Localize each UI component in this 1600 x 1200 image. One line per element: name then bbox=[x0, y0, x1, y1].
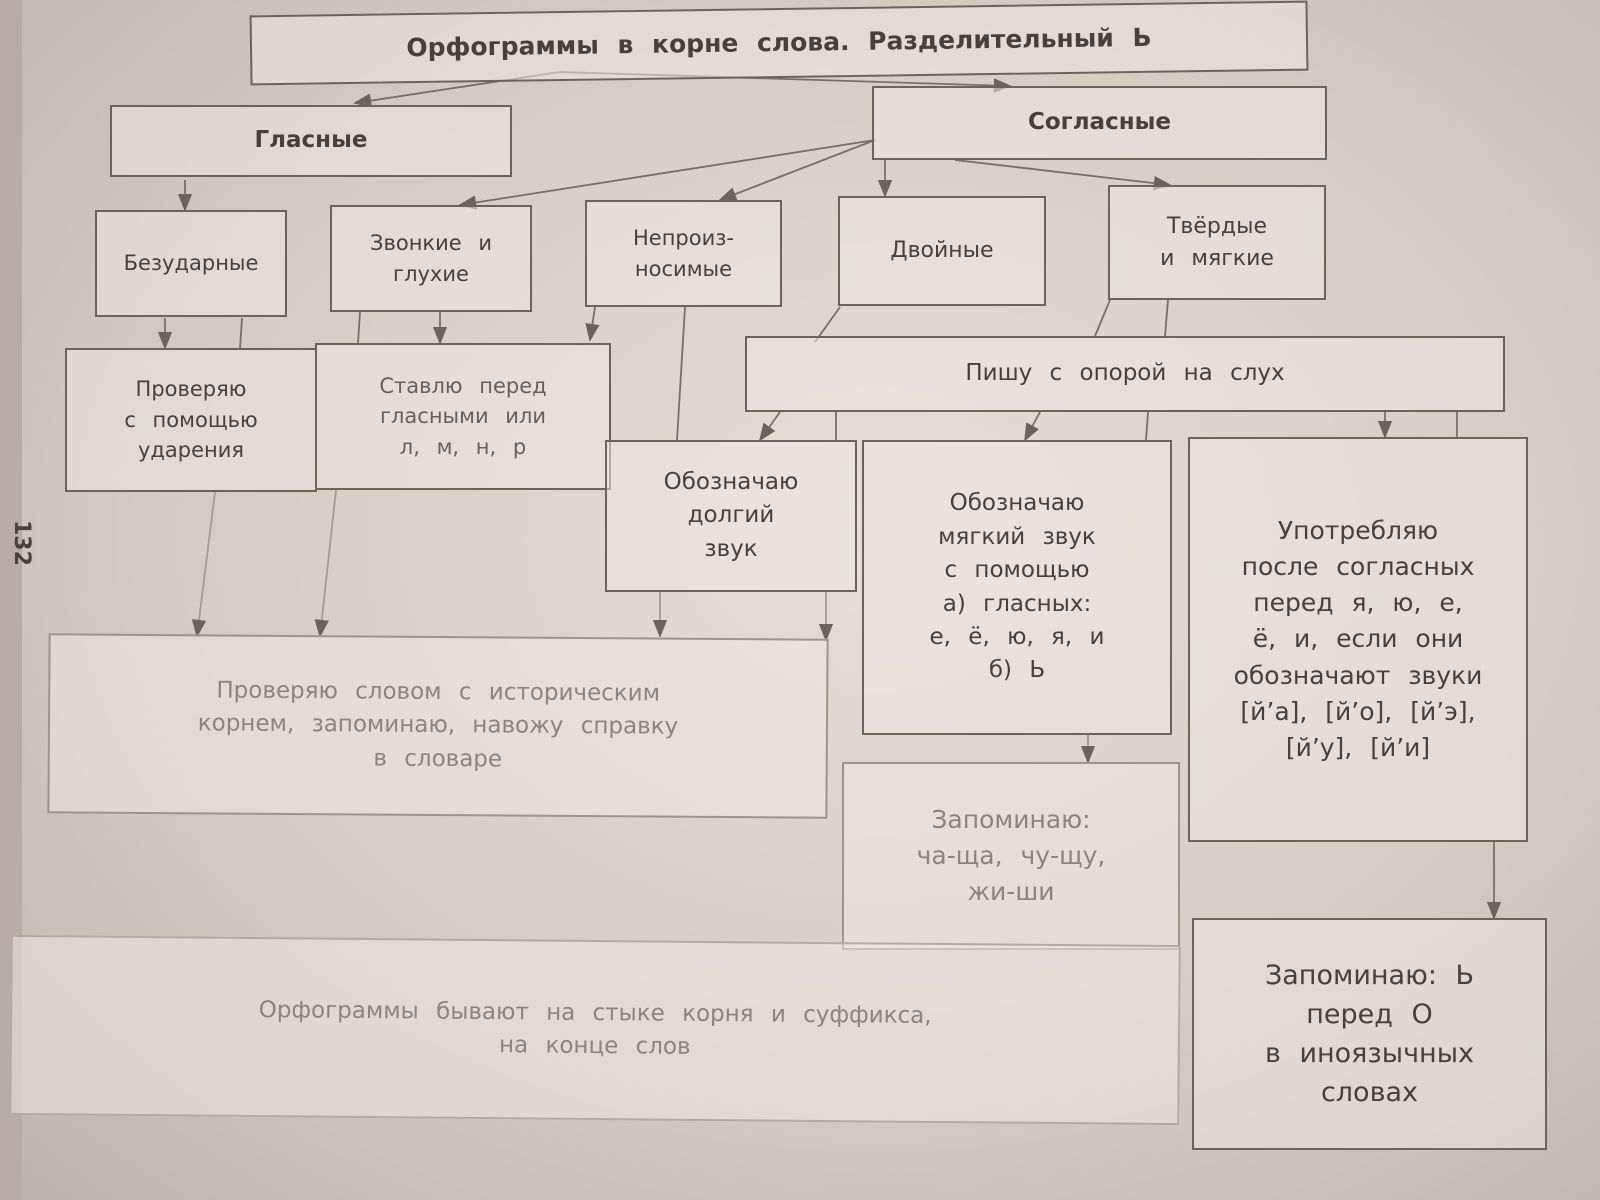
page-number: 132 bbox=[9, 520, 34, 566]
check-stress-box: Проверяю с помощью ударения bbox=[65, 348, 317, 492]
line-unstressed-check2 bbox=[240, 318, 242, 348]
consonants-box: Согласные bbox=[872, 86, 1327, 160]
line-hardsoft-ear2 bbox=[1165, 300, 1168, 336]
unpronounceable-box: Непроиз- носимые bbox=[585, 200, 782, 307]
unstressed-box: Безударные bbox=[95, 210, 287, 317]
vowels-box: Гласные bbox=[110, 105, 512, 177]
arrow-unpronounceable-put bbox=[590, 307, 595, 340]
arrow-consonants-hardsoft bbox=[955, 160, 1170, 185]
memorize-cha-box: Запоминаю: ча-ща, чу-щу, жи-ши bbox=[842, 762, 1180, 950]
put-before-box: Ставлю перед гласными или л, м, н, р bbox=[315, 343, 611, 490]
double-box: Двойные bbox=[838, 196, 1046, 306]
arrow-ear-long bbox=[760, 412, 780, 440]
memorize-soft-o-box: Запоминаю: Ь перед О в иноязычных словах bbox=[1192, 918, 1547, 1150]
title-box: Орфограммы в корне слова. Разделительный Ь bbox=[250, 1, 1309, 86]
line-hardsoft-ear1 bbox=[1095, 300, 1110, 336]
historic-root-box: Проверяю словом с историческим корнем, запоминаю, навожу справку в словаре bbox=[47, 633, 828, 818]
arrow-check-historic bbox=[197, 492, 215, 636]
line-ear-soft2 bbox=[1146, 412, 1148, 440]
arrow-consonants-unpronounceable bbox=[720, 140, 875, 200]
line-unpronounceable-long bbox=[677, 307, 685, 440]
arrow-put-historic bbox=[320, 490, 336, 636]
arrow-consonants-voiced bbox=[460, 140, 875, 205]
arrow-ear-soft bbox=[1025, 412, 1040, 440]
long-sound-box: Обозначаю долгий звук bbox=[605, 440, 857, 592]
write-by-ear-box: Пишу с опорой на слух bbox=[745, 336, 1505, 412]
soft-sound-box: Обозначаю мягкий звук с помощью а) гласных: е, ё, ю, я, и б) Ь bbox=[862, 440, 1172, 735]
voiced-voiceless-box: Звонкие и глухие bbox=[330, 205, 532, 312]
line-voiced-put bbox=[358, 312, 360, 343]
hard-soft-box: Твёрдые и мягкие bbox=[1108, 185, 1326, 300]
use-after-box: Употребляю после согласных перед я, ю, е, ё, и, если они обозначают звуки [й’а], [й’о], [й’э], [й’у], [й’и] bbox=[1188, 437, 1528, 842]
bottom-note-box: Орфограммы бывают на стыке корня и суффикса, на конце слов bbox=[9, 935, 1181, 1125]
